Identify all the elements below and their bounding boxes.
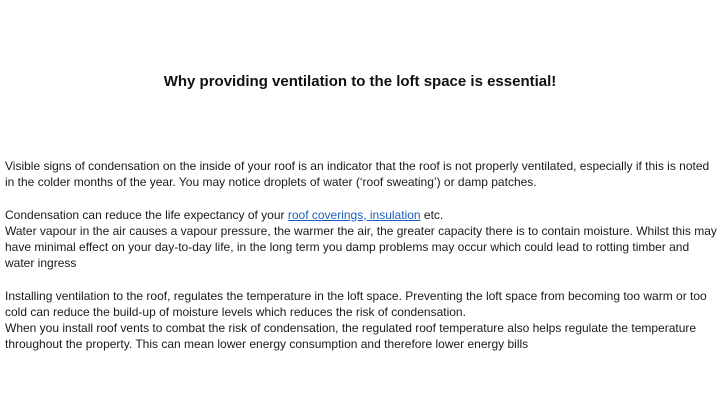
page-title: Why providing ventilation to the loft space is essential! bbox=[163, 73, 557, 90]
paragraph-condensation-signs: Visible signs of condensation on the inside of your roof is an indicator that the roof is not properly ventilated, especially if this is noted in the colder months of the year. You may notice droplets of water (‘roof sweating’) or damp patches. bbox=[5, 159, 710, 190]
paragraph-gap bbox=[5, 271, 717, 287]
paragraph-water-vapour: Water vapour in the air causes a vapour pressure, the warmer the air, the greater capacity there is to contain moisture. Whilst this may have minimal effect on your day-to-day life, in the long term you damp problems may occur which could lead to rotting timber and water ingress bbox=[5, 223, 717, 271]
paragraph-life-expectancy bbox=[5, 207, 717, 223]
paragraph-gap bbox=[5, 190, 717, 206]
paragraph-text: etc. bbox=[420, 207, 444, 222]
paragraph-roof-vents: When you install roof vents to combat the risk of condensation, the regulated roof temperature also helps regulate the temperature throughout the property. This can mean lower energy consumption and therefore lower energy bills bbox=[5, 321, 697, 352]
roof-coverings-insulation-link[interactable]: roof coverings, insulation bbox=[287, 207, 421, 222]
paragraph-text: Condensation can reduce the life expectancy of your bbox=[5, 207, 288, 222]
paragraph-installing-ventilation: Installing ventilation to the roof, regulates the temperature in the loft space. Preventing the loft space from becoming too warm or too cold can reduce the build-up of moisture levels which reduces the risk of condensation. bbox=[5, 288, 707, 319]
body-text bbox=[5, 158, 717, 352]
